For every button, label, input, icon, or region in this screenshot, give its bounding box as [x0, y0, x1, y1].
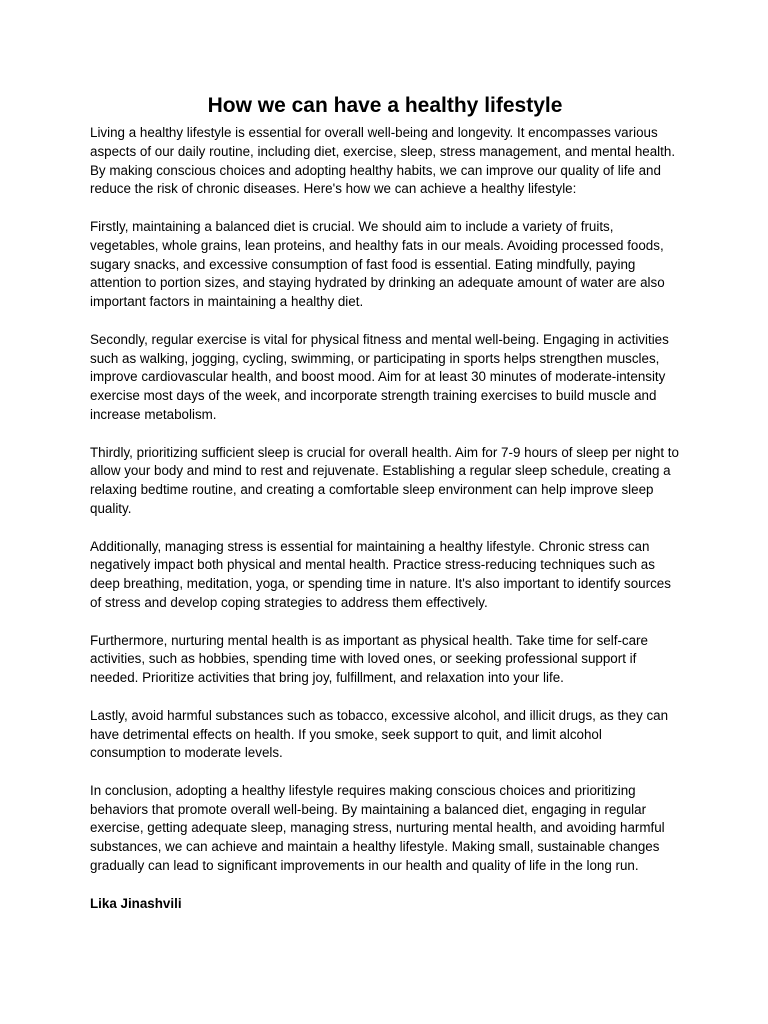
- document-page: [90, 92, 680, 913]
- paragraph-mental-health: Furthermore, nurturing mental health is as important as physical health. Take time for self-care activities, such as hobbies, spending time with loved ones, or seeking professional support if needed. Prioritize activities that bring joy, fulfillment, and relaxation into your life.: [90, 632, 648, 686]
- paragraph-stress: Additionally, managing stress is essential for maintaining a healthy lifestyle. Chronic stress can negatively impact both physical and mental health. Practice stress-reducing techniques such as deep breathing, meditation, yoga, or spending time in nature. It's also important to identify sources of stress and develop coping strategies to address them effectively.: [90, 538, 671, 610]
- paragraph-exercise: Secondly, regular exercise is vital for physical fitness and mental well-being. Engaging in activities such as walking, jogging, cycling, swimming, or participating in sports helps strengthen muscles, improve cardiovascular health, and boost mood. Aim for at least 30 minutes of moderate-intensity exercise most days of the week, and incorporate strength training exercises to build muscle and increase metabolism.: [90, 331, 669, 422]
- author-name: Lika Jinashvili: [90, 895, 182, 911]
- paragraph-conclusion: In conclusion, adopting a healthy lifestyle requires making conscious choices and prioritizing behaviors that promote overall well-being. By maintaining a balanced diet, engaging in regular exercise, getting adequate sleep, managing stress, nurturing mental health, and avoiding harmful substances, we can achieve and maintain a healthy lifestyle. Making small, sustainable changes gradually can lead to significant improvements in our health and quality of life in the long run.: [90, 782, 665, 874]
- paragraph-intro: Living a healthy lifestyle is essential for overall well-being and longevity. It encompasses various aspects of our daily routine, including diet, exercise, sleep, stress management, and mental health. By making conscious choices and adopting healthy habits, we can improve our quality of life and reduce the risk of chronic diseases. Here's how we can achieve a healthy lifestyle:: [90, 125, 676, 197]
- paragraph-sleep: Thirdly, prioritizing sufficient sleep is crucial for overall health. Aim for 7-9 hours of sleep per night to allow your body and mind to rest and rejuvenate. Establishing a regular sleep schedule, creating a relaxing bedtime routine, and creating a comfortable sleep environment can help improve sleep quality.: [90, 444, 679, 516]
- document-title: How we can have a healthy lifestyle: [207, 94, 563, 117]
- paragraph-harmful-substances: Lastly, avoid harmful substances such as tobacco, excessive alcohol, and illicit drugs, as they can have detrimental effects on health. If you smoke, seek support to quit, and limit alcohol consumption to moderate levels.: [90, 707, 669, 761]
- paragraph-diet: Firstly, maintaining a balanced diet is crucial. We should aim to include a variety of fruits, vegetables, whole grains, lean proteins, and healthy fats in our meals. Avoiding processed foods, sugary snacks, and excessive consumption of fast food is essential. Eating mindfully, paying attention to portion sizes, and staying hydrated by drinking an adequate amount of water are also important factors in maintaining a healthy diet.: [90, 218, 665, 310]
